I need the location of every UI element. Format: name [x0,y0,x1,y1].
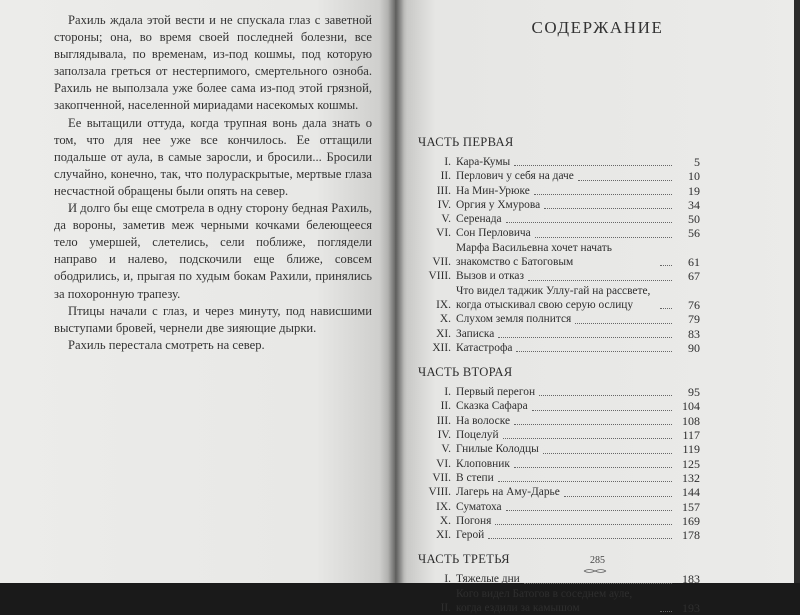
chapter-number: IX. [436,298,451,311]
part-title: ЧАСТЬ ПЕРВАЯ [418,135,514,149]
toc-entry [418,327,700,341]
chapter-number: XI. [436,529,451,542]
page-ref: 169 [682,513,700,528]
leader-dots [532,410,672,411]
toc-entry [418,385,700,399]
chapter-title: В степи [456,471,494,484]
chapter-number: VII. [432,256,451,269]
chapter-number: IX. [436,500,451,513]
page-ref: 56 [688,226,700,241]
chapter-title: Тяжелые дни [456,573,520,586]
page-number: 285 [590,555,605,566]
chapter-number: I. [444,573,451,586]
leader-dots [506,222,672,223]
page-ref: 117 [682,428,700,443]
toc-part [418,134,700,355]
chapter-number: I. [444,386,451,399]
page-ref: 34 [688,197,700,212]
chapter-title: На волоске [456,414,510,427]
leader-dots [578,180,672,181]
page-ref: 79 [688,312,700,327]
chapter-title: Слухом земля полнится [456,313,572,326]
leader-dots [498,481,672,482]
toc-entry [418,587,700,615]
leader-dots [514,467,672,468]
chapter-title: Клоповник [456,457,510,470]
page-ref: 5 [694,155,700,169]
page-ref: 90 [688,340,700,355]
chapter-title: Перлович у себя на даче [456,170,574,183]
page-ref: 132 [682,470,700,485]
toc-entry [418,212,700,226]
chapter-title: Первый перегон [456,386,536,399]
page-ref: 157 [682,499,700,514]
page-ref: 125 [682,456,700,471]
leader-dots [543,453,672,454]
chapter-number: II. [440,602,451,615]
chapter-title: Записка [456,327,495,340]
page-ref: 67 [688,269,700,284]
toc-part [418,364,700,542]
table-of-contents [418,134,700,615]
leader-dots [506,510,672,511]
page-ref: 76 [688,297,700,312]
chapter-title: Марфа Васильевна хочет начать знакомство с Батоговым [456,241,612,269]
chapter-title: Сон Перловича [456,227,531,240]
leader-dots [564,496,672,497]
leader-dots [660,611,672,612]
chapter-number: X. [439,313,451,326]
chapter-title: Катастрофа [456,341,513,354]
toc-entry [418,226,700,240]
chapter-number: III. [436,184,451,197]
chapter-number: XI. [436,327,451,340]
toc-entry [418,414,700,428]
page-ref: 10 [688,169,700,184]
page-ref: 119 [682,442,700,457]
leader-dots [488,538,672,539]
chapter-title: Поцелуй [456,429,499,442]
left-page-text [54,12,372,354]
part-title: ЧАСТЬ ВТОРАЯ [418,365,513,380]
leader-dots [528,280,672,281]
chapter-number: V. [441,443,451,456]
leader-dots [660,308,672,309]
chapter-number: V. [441,213,451,226]
toc-entry [418,572,700,586]
leader-dots [503,438,672,439]
toc-entry [418,500,700,514]
leader-dots [516,351,672,352]
chapter-number: XII. [432,341,451,354]
page-ref: 95 [688,385,700,400]
toc-entry [418,169,700,183]
leader-dots [660,265,672,266]
toc-entry [418,471,700,485]
chapter-number: VI. [436,457,451,470]
chapter-title: Суматоха [456,500,502,513]
chapter-title: Что видел таджик Уллу-гай на рассвете, когда отыскивал свою серую ослицу [456,284,651,311]
page-ref: 178 [682,528,700,543]
paragraph: И долго бы еще смотрела в одну сторону бедная Рахиль, да вороны, заметив меж черными кочками белеющееся тело умершей, слетелись, сели поближе, поглядели направо и налево, подскочили еще ближе, совсем ободрились, и, прыгая по худым бокам Рахили, принялись за похоронную трапезу. [54,201,372,301]
toc-entry [418,428,700,442]
chapter-number: II. [440,170,451,183]
chapter-number: II. [440,400,451,413]
page-ref: 183 [682,572,700,587]
chapter-title: На Мин-Урюке [456,184,530,197]
leader-dots [514,424,672,425]
paragraph: Ее вытащили оттуда, когда трупная вонь дала знать о том, что для нее уже все кончилось. Ее оттащили подальше от аула, в самые заросли, и бросили... Бросили случайно, конечно, так, что полураскрытые, мертвые глаза несчастной обращены были опять на север. [54,115,372,198]
chapter-number: X. [439,514,451,527]
leader-dots [498,337,672,338]
chapter-title: Кого видел Батогов в соседнем ауле, когда ездили за камышом [456,587,633,615]
page-ref: 61 [688,255,700,270]
paragraph: Птицы начали с глаз, и через минуту, под нависшими выступами бровей, чернели две зияющие дырки. [54,303,372,335]
chapter-number: VIII. [428,486,451,499]
page-ref: 19 [688,183,700,198]
toc-entry [418,184,700,198]
toc-entry [418,485,700,499]
page-ref: 144 [682,485,700,500]
leader-dots [534,194,672,195]
chapter-title: Лагерь на Аму-Дарье [456,486,560,499]
chapter-title: Кара-Кумы [456,156,511,168]
leader-dots [514,165,672,166]
toc-entry [418,284,700,313]
page-ref: 104 [682,399,700,414]
chapter-number: I. [444,156,451,168]
chapter-number: VI. [436,227,451,240]
chapter-title: Сказка Сафара [456,400,528,413]
page-ref: 108 [682,413,700,428]
leader-dots [575,323,672,324]
page-ref: 50 [688,212,700,227]
toc-entry [418,241,700,270]
leader-dots [539,395,672,396]
toc-entry [418,198,700,212]
toc-entry [418,341,700,355]
toc-entry [418,528,700,542]
page-ref: 83 [688,326,700,341]
toc-entry [418,442,700,456]
toc-entry [418,399,700,413]
toc-entry [418,514,700,528]
chapter-title: Оргия у Хмурова [456,198,541,211]
toc-entry [418,312,700,326]
ornament-icon [583,568,607,574]
paragraph: Рахиль перестала смотреть на север. [68,337,265,352]
toc-entry [418,155,700,169]
chapter-number: IV. [437,429,451,442]
paragraph: Рахиль ждала этой вести и не спускала глаз с заветной стороны; она, во время своей последней болезни, все выглядывала, по временам, из-под кошмы, под которую заползала греться от нестерпимого, смертельного озноба. Рахиль не выползала уже более сама из-под этой грязной, закопченной, населенной мириадами насекомых кошмы. [54,13,372,113]
chapter-title: Герой [456,529,485,542]
chapter-number: III. [436,414,451,427]
book-gutter [388,0,404,583]
chapter-title: Гнилые Колодцы [456,443,539,456]
toc-entry [418,269,700,283]
chapter-title: Погоня [456,514,492,527]
leader-dots [495,524,672,525]
toc-title: СОДЕРЖАНИЕ [531,18,664,37]
leader-dots [544,208,672,209]
chapter-number: IV. [437,198,451,211]
chapter-number: VII. [432,471,451,484]
scan-edge [794,0,800,583]
leader-dots [535,237,672,238]
chapter-title: Серенада [456,213,502,226]
toc-entry [418,457,700,471]
chapter-title: Вызов и отказ [456,270,524,283]
chapter-number: VIII. [428,270,451,283]
part-title: ЧАСТЬ ТРЕТЬЯ [418,552,510,567]
page-ref: 193 [682,601,700,615]
